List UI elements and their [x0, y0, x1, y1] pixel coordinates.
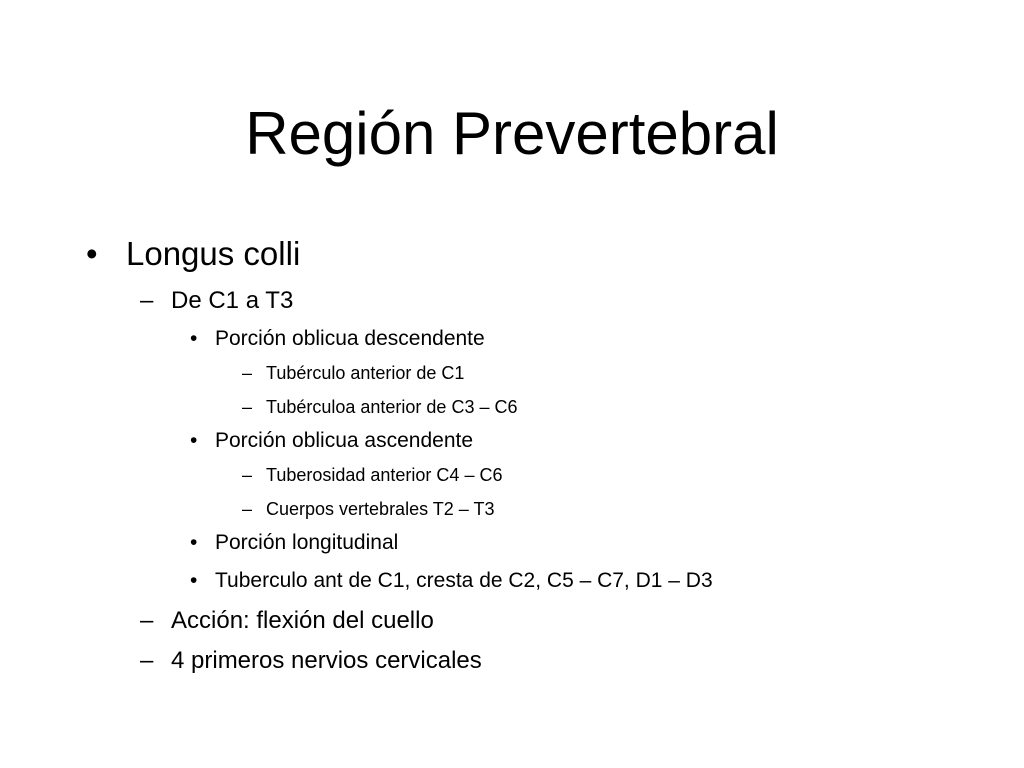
- item-porcion-longitudinal: Porción longitudinal: [215, 531, 399, 554]
- item-longus-colli: Longus colli: [126, 235, 301, 272]
- item-tuberculoa-anterior-c3-c6: Tubérculoa anterior de C3 – C6: [266, 397, 518, 417]
- bullet-marker: •: [190, 327, 198, 350]
- bullet-marker: •: [190, 569, 198, 592]
- bullet-marker: •: [190, 531, 198, 554]
- item-nervios: 4 primeros nervios cervicales: [171, 647, 482, 674]
- dash-marker: –: [242, 499, 253, 519]
- dash-marker: –: [242, 363, 253, 383]
- dash-marker: –: [140, 287, 154, 314]
- dash-marker: –: [140, 607, 154, 634]
- item-tuberculo-anterior-c1: Tubérculo anterior de C1: [266, 363, 465, 383]
- item-porcion-oblicua-descendente: Porción oblicua descendente: [215, 327, 485, 350]
- bullet-marker: •: [86, 235, 98, 272]
- item-tuberculo-ant: Tuberculo ant de C1, cresta de C2, C5 – C7, D1 – D3: [215, 569, 713, 592]
- dash-marker: –: [140, 647, 154, 674]
- item-de-c1-a-t3: De C1 a T3: [171, 287, 294, 314]
- dash-marker: –: [242, 397, 253, 417]
- slide-title: Región Prevertebral: [245, 100, 779, 167]
- item-tuberosidad-anterior: Tuberosidad anterior C4 – C6: [266, 465, 503, 485]
- bullet-marker: •: [190, 429, 198, 452]
- dash-marker: –: [242, 465, 253, 485]
- item-porcion-oblicua-ascendente: Porción oblicua ascendente: [215, 429, 474, 452]
- item-accion: Acción: flexión del cuello: [171, 607, 434, 634]
- item-cuerpos-vertebrales: Cuerpos vertebrales T2 – T3: [266, 499, 495, 519]
